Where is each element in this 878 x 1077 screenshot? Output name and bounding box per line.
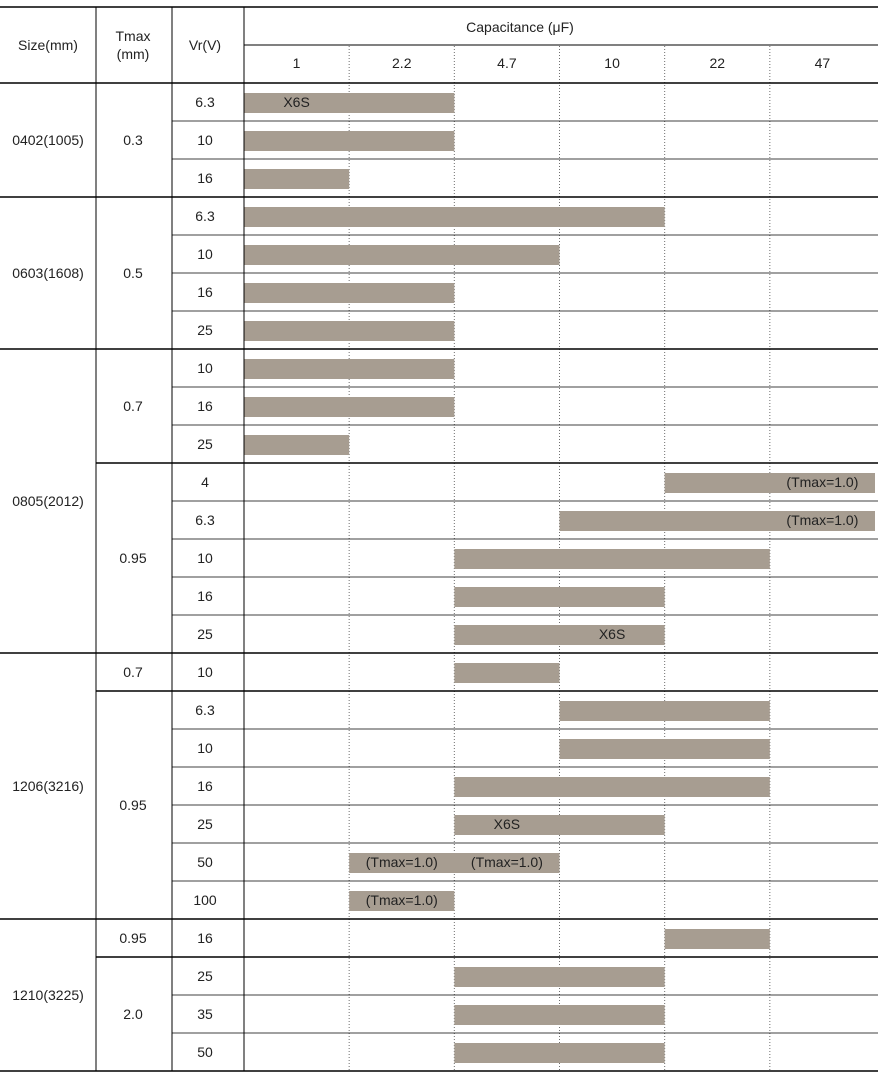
bar-annotation: (Tmax=1.0) [470,854,543,870]
vr-label: 4 [201,474,209,490]
size-label: 1210(3225) [12,987,84,1003]
capacitance-bar [665,929,770,949]
tmax-label: 2.0 [123,1006,143,1022]
vr-label: 6.3 [195,94,215,110]
bar-annotation: X6S [283,94,310,110]
vr-label: 50 [197,854,213,870]
capacitance-tick-label: 22 [709,55,726,71]
vr-label: 16 [197,588,213,604]
vr-label: 35 [197,1006,213,1022]
size-label: 0402(1005) [12,132,84,148]
size-label: 1206(3216) [12,778,84,794]
vr-label: 6.3 [195,702,215,718]
bar-annotation: X6S [493,816,521,832]
capacitance-bar [454,587,664,607]
vr-label: 10 [197,550,213,566]
capacitance-header: Capacitance (μF) [466,19,574,35]
capacitance-tick-label: 10 [604,55,620,71]
capacitance-bar [454,815,664,835]
vr-label: 50 [197,1044,213,1060]
capacitance-bar [244,169,349,189]
vr-label: 10 [197,132,213,148]
capacitance-bar [244,435,349,455]
capacitance-bar [454,549,770,569]
tmax-header: Tmax (mm) [115,28,151,62]
vr-label: 10 [197,664,213,680]
tmax-label: 0.95 [119,797,147,813]
capacitance-bar [244,397,454,417]
vr-label: 16 [197,284,213,300]
vr-label: 10 [197,360,213,376]
capacitance-bar [244,283,454,303]
vr-label: 6.3 [195,208,215,224]
size-header: Size(mm) [18,37,78,53]
vr-label: 25 [197,626,213,642]
capacitance-bar [560,739,770,759]
bar-annotation: (Tmax=1.0) [365,892,438,908]
capacitance-bar [454,777,770,797]
capacitance-bar [244,207,665,227]
vr-label: 16 [197,170,213,186]
capacitance-tick-label: 1 [292,55,301,71]
bar-annotation: (Tmax=1.0) [365,854,438,870]
size-label: 0603(1608) [12,265,84,281]
tmax-label: 0.5 [123,265,143,281]
capacitance-bar [454,1043,664,1063]
vr-label: 25 [197,322,213,338]
capacitance-bar [454,663,559,683]
tmax-label: 0.95 [119,930,147,946]
capacitance-bar [454,967,664,987]
capacitance-bar [244,131,454,151]
capacitance-bar [560,701,770,721]
vr-label: 100 [193,892,217,908]
bar-annotation: (Tmax=1.0) [786,474,859,490]
vr-label: 25 [197,816,213,832]
capacitance-tick-label: 4.7 [497,55,517,71]
vr-label: 6.3 [195,512,215,528]
capacitance-bar [454,625,664,645]
table-rules [0,7,878,1071]
tmax-label: 0.7 [123,398,143,414]
capacitance-tick-label: 47 [814,55,831,71]
capacitance-bar [244,245,560,265]
bar-annotation: X6S [598,626,626,642]
capacitance-tick-label: 2.2 [392,55,412,71]
vr-header: Vr(V) [188,37,222,53]
tmax-label: 0.95 [119,550,147,566]
vr-label: 25 [197,968,213,984]
size-label: 0805(2012) [12,493,84,509]
capacitance-bar [454,1005,664,1025]
bar-annotation: (Tmax=1.0) [786,512,859,528]
capacitance-bar [244,321,454,341]
vr-label: 16 [197,930,213,946]
tmax-label: 0.7 [123,664,143,680]
capacitance-bar [244,359,454,379]
vr-label: 10 [197,246,213,262]
vr-label: 10 [197,740,213,756]
vr-label: 25 [197,436,213,452]
vr-label: 16 [197,398,213,414]
tmax-label: 0.3 [123,132,143,148]
vr-label: 16 [197,778,213,794]
capacitance-bar [244,93,454,113]
